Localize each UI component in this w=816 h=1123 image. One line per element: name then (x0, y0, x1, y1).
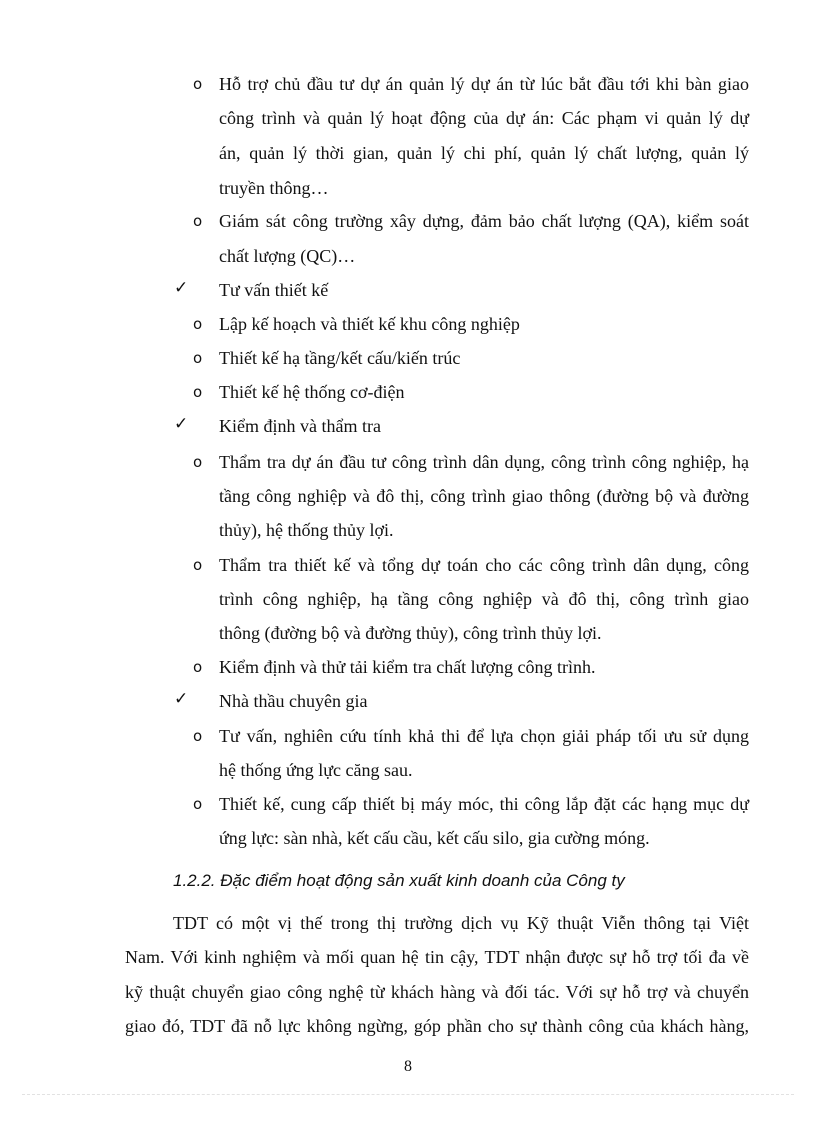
paragraph-line: Nam. Với kinh nghiệm và mối quan hệ tin cậy, TDT nhận được sự hỗ trợ tối đa về (125, 947, 749, 967)
text-line: Thẩm tra dự án đầu tư công trình dân dụng, công trình công nghiệp, hạ (219, 452, 749, 472)
text-line: tầng công nghiệp và đô thị, công trình giao thông (đường bộ và đường (219, 486, 749, 506)
text-line: thông (đường bộ và đường thủy), công trình thủy lợi. (219, 623, 602, 643)
section-item: Tư vấn thiết kế (219, 280, 329, 300)
text-line: Hỗ trợ chủ đầu tư dự án quản lý dự án từ lúc bắt đầu tới khi bàn giao (219, 74, 749, 94)
section-item: Nhà thầu chuyên gia (219, 691, 368, 711)
text-line: thủy), hệ thống thủy lợi. (219, 520, 394, 540)
text-line: Thiết kế, cung cấp thiết bị máy móc, thi công lắp đặt các hạng mục dự (219, 794, 749, 814)
checkmark-icon: ✓ (174, 689, 189, 709)
text-line: Thiết kế hệ thống cơ-điện (219, 382, 405, 402)
page-number: 8 (404, 1058, 412, 1075)
text-line: Thẩm tra thiết kế và tổng dự toán cho các công trình dân dụng, công (219, 555, 749, 575)
paragraph-line: kỹ thuật chuyển giao công nghệ từ khách hàng và đối tác. Với sự hỗ trợ và chuyển (125, 982, 749, 1002)
text-line: ứng lực: sàn nhà, kết cấu cầu, kết cấu silo, gia cường móng. (219, 828, 650, 848)
text-line: án, quản lý thời gian, quản lý chi phí, quản lý chất lượng, quản lý (219, 143, 749, 163)
paragraph-line: giao đó, TDT đã nỗ lực không ngừng, góp phần cho sự thành công của khách hàng, (125, 1016, 749, 1036)
text-line: Lập kế hoạch và thiết kế khu công nghiệp (219, 314, 520, 334)
text-line: Tư vấn, nghiên cứu tính khả thi để lựa chọn giải pháp tối ưu sử dụng (219, 726, 749, 746)
text-line: trình công nghiệp, hạ tầng công nghiệp và đô thị, công trình giao (219, 589, 749, 609)
text-line: hệ thống ứng lực căng sau. (219, 760, 413, 780)
text-line: truyền thông… (219, 178, 329, 198)
checkmark-icon: ✓ (174, 278, 189, 298)
circle-bullet-icon: o (193, 75, 203, 93)
circle-bullet-icon: o (193, 727, 203, 745)
circle-bullet-icon: o (193, 212, 203, 230)
circle-bullet-icon: o (193, 315, 203, 333)
text-line: Giám sát công trường xây dựng, đảm bảo chất lượng (QA), kiểm soát (219, 211, 749, 231)
circle-bullet-icon: o (193, 658, 203, 676)
circle-bullet-icon: o (193, 795, 203, 813)
footer-divider (22, 1094, 794, 1095)
circle-bullet-icon: o (193, 453, 203, 471)
text-line: công trình và quản lý hoạt động của dự án: Các phạm vi quản lý dự (219, 108, 749, 128)
paragraph-line: TDT có một vị thế trong thị trường dịch vụ Kỹ thuật Viễn thông tại Việt (173, 913, 749, 933)
checkmark-icon: ✓ (174, 414, 189, 434)
text-line: chất lượng (QC)… (219, 246, 356, 266)
text-line: Thiết kế hạ tầng/kết cấu/kiến trúc (219, 348, 461, 368)
text-line: Kiểm định và thử tải kiểm tra chất lượng công trình. (219, 657, 596, 677)
section-heading: 1.2.2. Đặc điểm hoạt động sản xuất kinh doanh của Công ty (173, 871, 625, 890)
circle-bullet-icon: o (193, 349, 203, 367)
circle-bullet-icon: o (193, 556, 203, 574)
circle-bullet-icon: o (193, 383, 203, 401)
section-item: Kiểm định và thẩm tra (219, 416, 381, 436)
